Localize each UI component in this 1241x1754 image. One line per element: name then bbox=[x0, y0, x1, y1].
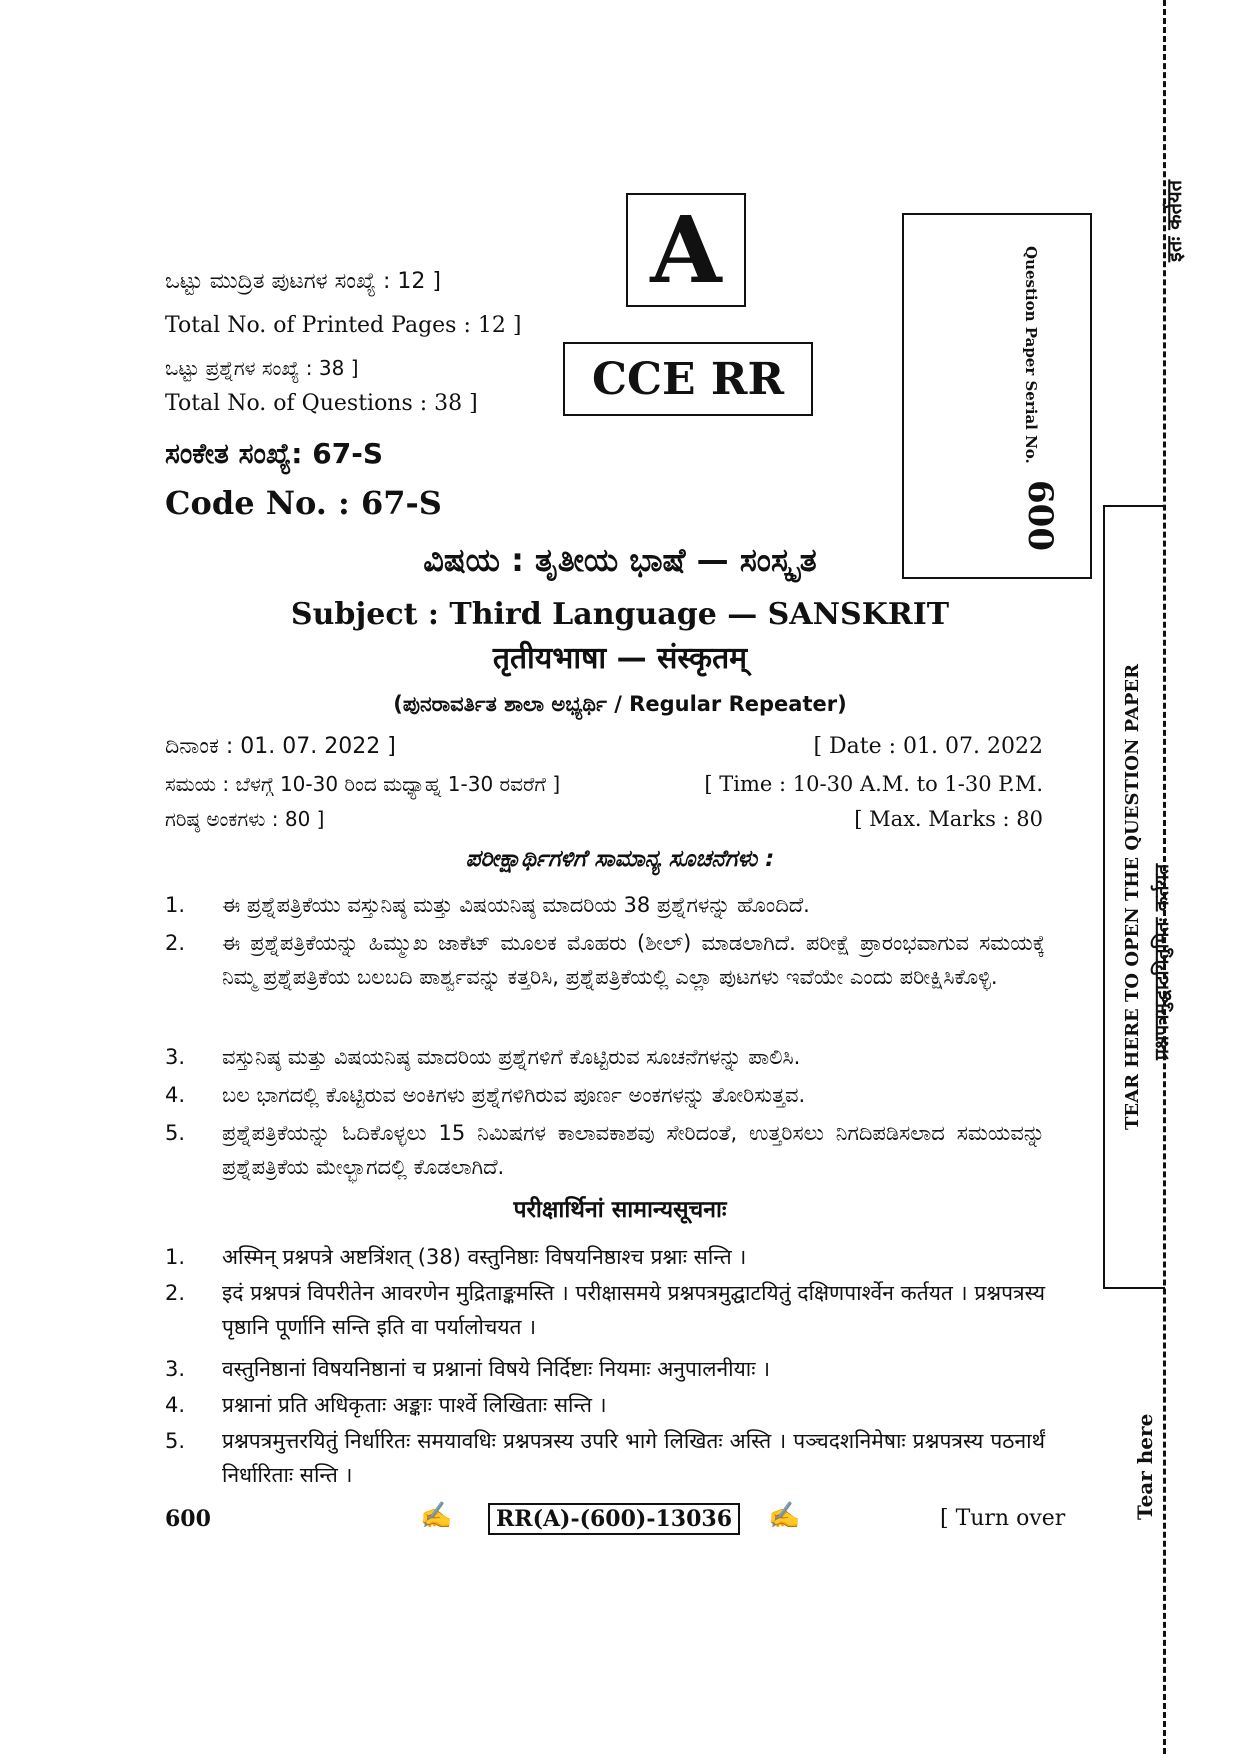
tear-instruction-en: TEAR HERE TO OPEN THE QUESTION PAPER bbox=[1122, 663, 1143, 1130]
version-box bbox=[626, 193, 746, 307]
serial-number-value: 600 bbox=[1020, 480, 1060, 551]
tear-here-label: Tear here bbox=[1133, 1413, 1157, 1520]
subject-kn: ವಿಷಯ : ತೃತೀಯ ಭಾಷೆ — ಸಂಸ್ಕೃತ bbox=[423, 541, 817, 579]
code-number-kn: ಸಂಕೇತ ಸಂಖ್ಯೆ: 67-S bbox=[165, 437, 383, 470]
date-kn: ದಿನಾಂಕ : 01. 07. 2022 ] bbox=[165, 734, 396, 759]
serial-number-box bbox=[902, 213, 1092, 579]
max-marks-en: [ Max. Marks : 80 bbox=[854, 807, 1043, 831]
serial-number-label: Question Paper Serial No. bbox=[1022, 246, 1040, 464]
code-number-en: Code No. : 67-S bbox=[165, 484, 442, 522]
instructions-kn-heading: ಪರೀಕ್ಷಾರ್ಥಿಗಳಿಗೆ ಸಾಮಾನ್ಯ ಸೂಚನೆಗಳು : bbox=[465, 846, 775, 872]
instructions-sa-heading: परीक्षार्थिनां सामान्यसूचनाः bbox=[513, 1197, 727, 1223]
time-en: [ Time : 10-30 A.M. to 1-30 P.M. bbox=[704, 772, 1043, 796]
booklet-code: RR(A)-(600)-13036 bbox=[488, 1503, 740, 1535]
footer-page-code: 600 bbox=[165, 1506, 211, 1532]
max-marks-kn: ಗರಿಷ್ಠ ಅಂಕಗಳು : 80 ] bbox=[165, 807, 325, 831]
subject-sa: तृतीयभाषा — संस्कृतम् bbox=[492, 641, 748, 676]
exam-tag-box bbox=[563, 342, 813, 416]
pen-icon: ✍ bbox=[768, 1501, 801, 1531]
total-questions-kn: ಒಟ್ಟು ಪ್ರಶ್ನೆಗಳ ಸಂಖ್ಯೆ : 38 ] bbox=[165, 356, 359, 380]
time-kn: ಸಮಯ : ಬೆಳಗ್ಗೆ 10-30 ರಿಂದ ಮಧ್ಯಾಹ್ನ 1-30 ರವರೆಗೆ ] bbox=[165, 772, 561, 796]
exam-tag: CCE RR bbox=[591, 353, 785, 405]
version-letter: A bbox=[650, 196, 722, 304]
printed-pages-kn: ಒಟ್ಟು ಮುದ್ರಿತ ಪುಟಗಳ ಸಂಖ್ಯೆ : 12 ] bbox=[165, 269, 441, 294]
pen-icon: ✍ bbox=[420, 1501, 453, 1531]
tear-instruction-sa: प्रश्नपत्रमुद्घाटयितुमितः कर्तयत bbox=[1151, 863, 1173, 1060]
candidate-type: (ಪುನರಾವರ್ತಿತ ಶಾಲಾ ಅಭ್ಯರ್ಥಿ / Regular Repeater) bbox=[393, 692, 847, 716]
turn-over-label: [ Turn over bbox=[940, 1506, 1066, 1531]
date-en: [ Date : 01. 07. 2022 bbox=[813, 734, 1043, 759]
printed-pages-en: Total No. of Printed Pages : 12 ] bbox=[165, 313, 522, 338]
cut-here-label: इतः कर्तयत bbox=[1162, 180, 1186, 262]
subject-en: Subject : Third Language — SANSKRIT bbox=[290, 597, 950, 632]
total-questions-en: Total No. of Questions : 38 ] bbox=[165, 391, 478, 416]
